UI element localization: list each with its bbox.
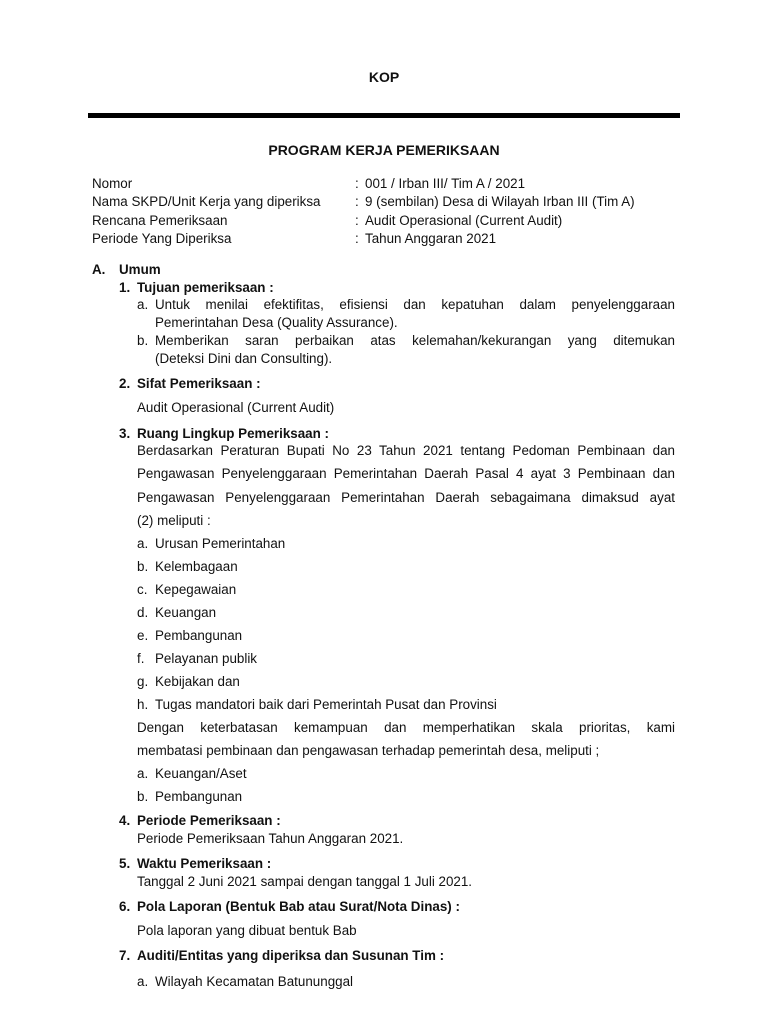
subsection-marker: 4. — [119, 813, 131, 828]
meta-value: 9 (sembilan) Desa di Wilayah Irban III (Tim A) — [365, 194, 635, 210]
meta-separator: : — [355, 212, 359, 228]
subsection-title: Tujuan pemeriksaan : — [137, 280, 274, 295]
paragraph-line: Pengawasan Penyelenggaraan Pemerintahan Daerah sebagaimana dimaksud ayat — [137, 490, 675, 505]
section-title: Umum — [119, 262, 161, 277]
paragraph-line: Pengawasan Penyelenggaraan Pemerintahan Daerah Pasal 4 ayat 3 Pembinaan dan — [137, 466, 675, 481]
subsection-title: Pola Laporan (Bentuk Bab atau Surat/Nota Dinas) : — [137, 899, 460, 914]
subsection-marker: 7. — [119, 948, 131, 963]
meta-label: Rencana Pemeriksaan — [92, 212, 228, 228]
list-marker: a. — [137, 766, 149, 781]
meta-row-periode — [92, 230, 682, 248]
list-marker: f. — [137, 651, 145, 666]
subsection-marker: 6. — [119, 899, 131, 914]
paragraph-line: Memberikan saran perbaikan atas kelemahan/kekurangan yang ditemukan — [155, 333, 675, 348]
meta-row-skpd — [92, 193, 682, 211]
meta-separator: : — [355, 230, 359, 246]
paragraph-line: Untuk menilai efektifitas, efisiensi dan kepatuhan dalam penyelenggaraan — [155, 297, 675, 312]
list-marker: a. — [137, 297, 149, 312]
subsection-1-heading — [119, 280, 274, 295]
list-item — [137, 628, 242, 643]
list-text: Urusan Pemerintahan — [155, 536, 286, 551]
subsection-title: Periode Pemeriksaan : — [137, 813, 281, 828]
paragraph-line: membatasi pembinaan dan pengawasan terhadap pemerintah desa, meliputi ; — [137, 743, 600, 758]
header-rule — [88, 113, 680, 118]
meta-value: 001 / Irban III/ Tim A / 2021 — [365, 176, 526, 191]
list-text: Kebijakan dan — [155, 674, 240, 689]
list-item — [137, 789, 242, 804]
list-item — [137, 674, 240, 689]
document-title: PROGRAM KERJA PEMERIKSAAN — [268, 142, 500, 158]
list-text: Pelayanan publik — [155, 651, 257, 666]
list-item — [137, 605, 216, 620]
meta-row-nomor — [92, 175, 682, 193]
meta-table — [92, 175, 682, 248]
list-marker: c. — [137, 582, 148, 597]
paragraph-line: Periode Pemeriksaan Tahun Anggaran 2021. — [137, 831, 404, 846]
list-marker: h. — [137, 697, 149, 712]
subsection-4-heading — [119, 813, 281, 828]
list-text: Wilayah Kecamatan Batununggal — [155, 974, 354, 989]
subsection-marker: 2. — [119, 376, 131, 391]
list-item — [137, 582, 236, 597]
list-text: Pembangunan — [155, 628, 243, 643]
list-item — [137, 766, 247, 781]
meta-separator: : — [355, 176, 359, 191]
subsection-marker: 5. — [119, 856, 131, 871]
meta-row-rencana — [92, 212, 682, 230]
paragraph-line: Pemerintahan Desa (Quality Assurance). — [155, 315, 398, 330]
list-marker: b. — [137, 789, 149, 804]
subsection-title: Auditi/Entitas yang diperiksa dan Susunan Tim : — [137, 948, 445, 963]
list-marker: e. — [137, 628, 149, 643]
meta-label: Nomor — [92, 176, 133, 191]
subsection-2-heading — [119, 376, 261, 391]
kop-heading: KOP — [368, 69, 400, 85]
subsection-6-heading — [119, 899, 460, 914]
list-marker: b. — [137, 333, 149, 348]
meta-value: Tahun Anggaran 2021 — [365, 230, 497, 246]
section-marker: A. — [92, 262, 106, 277]
subsection-title: Sifat Pemeriksaan : — [137, 376, 261, 391]
list-marker: b. — [137, 559, 149, 574]
paragraph-line: Audit Operasional (Current Audit) — [137, 400, 335, 415]
subsection-marker: 1. — [119, 280, 131, 295]
meta-value: Audit Operasional (Current Audit) — [365, 212, 563, 228]
meta-label: Nama SKPD/Unit Kerja yang diperiksa — [92, 194, 321, 210]
list-item — [137, 697, 497, 712]
paragraph-line: Dengan keterbatasan kemampuan dan memperhatikan skala prioritas, kami — [137, 720, 675, 735]
subsection-marker: 3. — [119, 426, 131, 441]
list-text: Keuangan — [155, 605, 217, 620]
list-marker: g. — [137, 674, 149, 689]
list-item — [137, 559, 238, 574]
meta-label: Periode Yang Diperiksa — [92, 230, 232, 246]
list-marker: d. — [137, 605, 149, 620]
list-item — [137, 974, 353, 989]
list-marker: a. — [137, 536, 149, 551]
list-text: Kepegawaian — [155, 582, 237, 597]
list-text: Pembangunan — [155, 789, 243, 804]
list-marker: a. — [137, 974, 149, 989]
paragraph-line: Tanggal 2 Juni 2021 sampai dengan tanggal 1 Juli 2021. — [137, 874, 473, 889]
list-item — [137, 536, 285, 551]
subsection-7-heading — [119, 948, 444, 963]
paragraph-line: (Deteksi Dini dan Consulting). — [155, 351, 333, 366]
section-a-heading — [92, 262, 161, 277]
list-text: Keuangan/Aset — [155, 766, 247, 781]
subsection-title: Ruang Lingkup Pemeriksaan : — [137, 426, 329, 441]
list-text: Tugas mandatori baik dari Pemerintah Pusat dan Provinsi — [155, 697, 497, 712]
list-item — [137, 651, 257, 666]
subsection-5-heading — [119, 856, 271, 871]
list-text: Kelembagaan — [155, 559, 238, 574]
meta-separator: : — [355, 194, 359, 210]
subsection-3-heading — [119, 426, 329, 441]
paragraph-line: Pola laporan yang dibuat bentuk Bab — [137, 923, 357, 938]
paragraph-line: Berdasarkan Peraturan Bupati No 23 Tahun 2021 tentang Pedoman Pembinaan dan — [137, 443, 675, 458]
subsection-title: Waktu Pemeriksaan : — [137, 856, 272, 871]
paragraph-line: (2) meliputi : — [137, 513, 211, 528]
